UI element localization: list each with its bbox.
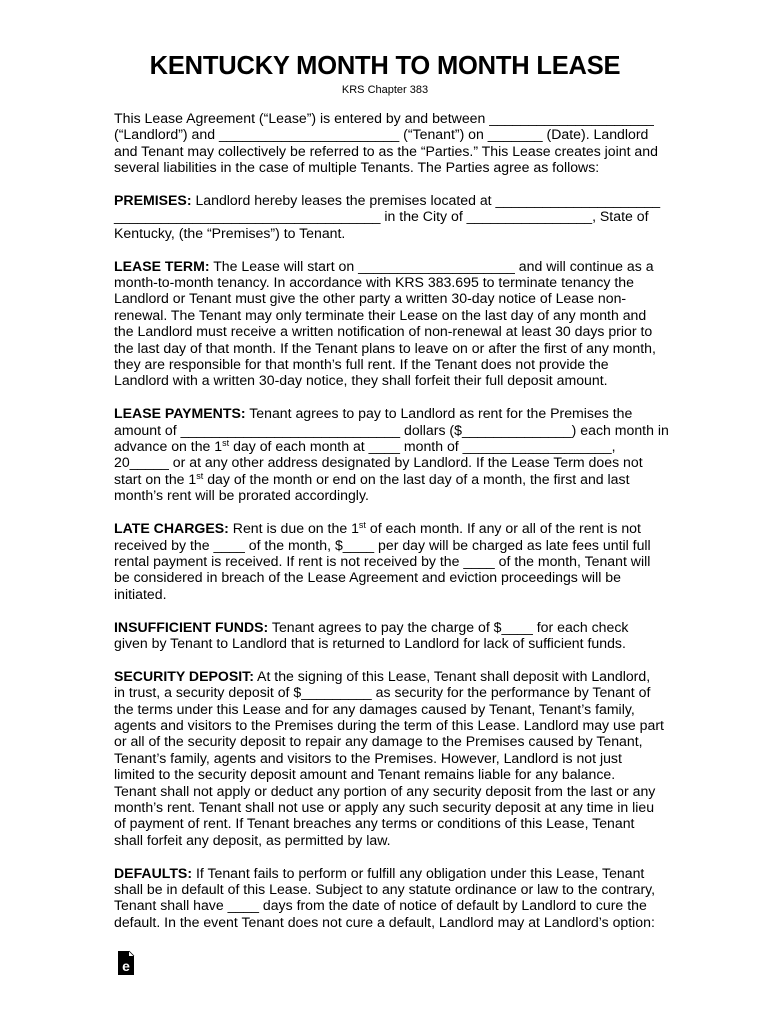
security-deposit-line: month’s rent. Tenant shall not use or apply any such security deposit at any time in lieu xyxy=(114,798,655,815)
premises-first-line xyxy=(114,192,664,208)
lease-payments-text: Tenant agrees to pay to Landlord as rent for the Premises the xyxy=(245,405,633,422)
document-subtitle: KRS Chapter 383 xyxy=(341,84,429,96)
late-charges-line: received by the ____ of the month, $____ per day will be charged as late fees until full xyxy=(114,536,651,553)
lease-payments-line xyxy=(114,471,664,487)
defaults-line: shall be in default of this Lease. Subject to any statute ordinance or law to the contrary, xyxy=(114,880,656,897)
defaults-text: If Tenant fails to perform or fulfill any obligation under this Lease, Tenant xyxy=(192,864,645,881)
lease-term-line: the last day of that month. If the Tenant plans to leave on or after the first of any month, xyxy=(114,339,656,356)
intro-line: and Tenant may collectively be referred to as the “Parties.” This Lease creates joint and xyxy=(114,142,658,159)
late-charges-section xyxy=(114,520,664,602)
ordinal-suffix: st xyxy=(196,470,204,481)
premises-heading: PREMISES: xyxy=(114,192,192,209)
lease-term-first-line xyxy=(114,258,664,274)
ordinal-suffix: st xyxy=(222,438,230,449)
lease-term-line: Landlord with a written 30-day notice, they shall forfeit their full deposit amount. xyxy=(114,372,608,389)
premises-line: Landlord hereby leases the premises located at _____________________ xyxy=(191,192,661,209)
lease-payments-line: month’s rent will be prorated accordingly. xyxy=(114,487,369,504)
late-charges-heading: LATE CHARGES: xyxy=(114,520,229,537)
lease-term-line: renewal. The Tenant may only terminate their Lease on the last day of any month and xyxy=(114,306,647,323)
security-deposit-section xyxy=(114,668,664,848)
security-deposit-first-line xyxy=(114,668,664,684)
lease-term-section xyxy=(114,258,664,389)
insufficient-funds-text: Tenant agrees to pay the charge of $____ for each check xyxy=(268,618,629,635)
lease-payments-line: 20_____ or at any other address designated by Landlord. If the Lease Term does not xyxy=(114,454,643,471)
security-deposit-heading: SECURITY DEPOSIT: xyxy=(114,667,254,684)
late-charges-line: rental payment is received. If rent is not received by the ____ of the month, Tenant will xyxy=(114,552,651,569)
lease-payments-line: amount of ____________________________ dollars ($______________) each month in xyxy=(114,421,669,438)
insufficient-funds-section xyxy=(114,619,664,652)
late-charges-line: initiated. xyxy=(114,585,167,602)
security-deposit-text: At the signing of this Lease, Tenant shall deposit with Landlord, xyxy=(253,667,651,684)
document-body xyxy=(114,110,669,947)
svg-text:e: e xyxy=(122,958,130,974)
defaults-first-line xyxy=(114,865,664,881)
lease-term-line: The Lease will start on ____________________ and will continue as a xyxy=(209,257,654,274)
security-deposit-line: the terms under this Lease and for any damages caused by Tenant, Tenant’s family, xyxy=(114,700,635,717)
security-deposit-line: in trust, a security deposit of $_________ as security for the performance by Tenant of xyxy=(114,684,651,701)
defaults-line: Tenant shall have ____ days from the date of notice of default by Landlord to cure the xyxy=(114,897,647,914)
late-charges-first-line xyxy=(114,520,664,536)
premises-section xyxy=(114,192,664,241)
late-charges-line: be considered in breach of the Lease Agreement and eviction proceedings will be xyxy=(114,569,621,586)
premises-line: Kentucky, (the “Premises”) to Tenant. xyxy=(114,224,346,241)
lease-payments-text: day of the month or end on the last day of a month, the first and last xyxy=(203,470,630,487)
late-charges-text: of each month. If any or all of the rent is not xyxy=(365,520,641,537)
insufficient-funds-heading: INSUFFICIENT FUNDS: xyxy=(114,618,269,635)
defaults-line: default. In the event Tenant does not cure a default, Landlord may at Landlord’s option: xyxy=(114,913,655,930)
lease-term-line: they are responsible for that month’s full rent. If the Tenant does not provide the xyxy=(114,356,609,373)
document-title: KENTUCKY MONTH TO MONTH LEASE xyxy=(149,52,621,80)
lease-payments-first-line xyxy=(114,405,664,421)
defaults-heading: DEFAULTS: xyxy=(114,864,193,881)
security-deposit-line: or all of the security deposit to repair any damage to the Premises caused by Tenant, xyxy=(114,733,643,750)
defaults-section xyxy=(114,865,664,931)
intro-paragraph xyxy=(114,110,664,176)
lease-payments-text: advance on the 1 xyxy=(114,438,223,455)
lease-term-line: month-to-month tenancy. In accordance with KRS 383.695 to terminate tenancy the xyxy=(114,274,634,291)
security-deposit-line: agents and visitors to the Premises during the term of this Lease. Landlord may use part xyxy=(114,716,664,733)
late-charges-text: Rent is due on the 1 xyxy=(228,520,359,537)
lease-payments-heading: LEASE PAYMENTS: xyxy=(114,405,246,422)
lease-payments-line xyxy=(114,438,664,454)
intro-line: This Lease Agreement (“Lease”) is entered by and between _____________________ xyxy=(114,110,654,126)
lease-term-line: Landlord or Tenant must give the other party a written 30-day notice of Lease non- xyxy=(114,290,627,307)
lease-payments-text: day of each month at ____ month of ___________________, xyxy=(229,438,616,455)
security-deposit-line: Tenant’s family, agents and visitors to the Premises. However, Landlord is not just xyxy=(114,749,622,766)
ordinal-suffix: st xyxy=(358,520,366,531)
security-deposit-line: limited to the security deposit amount and Tenant remains liable for any balance. xyxy=(114,766,616,783)
eforms-logo-icon xyxy=(116,950,136,976)
intro-line: several liabilities in the case of multiple Tenants. The Parties agree as follows: xyxy=(114,159,600,176)
insufficient-funds-line: given by Tenant to Landlord that is returned to Landlord for lack of sufficient funds. xyxy=(114,634,626,651)
security-deposit-line: of payment of rent. If Tenant breaches any terms or conditions of this Lease, Tenant xyxy=(114,815,635,832)
security-deposit-line: Tenant shall not apply or deduct any portion of any security deposit from the last or any xyxy=(114,782,656,799)
intro-line: (“Landlord”) and _______________________ (“Tenant”) on _______ (Date). Landlord xyxy=(114,126,649,143)
security-deposit-line: shall forfeit any deposit, as permitted by law. xyxy=(114,831,391,848)
insufficient-funds-first-line xyxy=(114,619,664,635)
lease-payments-section xyxy=(114,405,669,504)
lease-payments-text: start on the 1 xyxy=(114,470,197,487)
lease-term-line: the Landlord must receive a written notification of non-renewal at least 30 days prior to xyxy=(114,323,653,340)
lease-term-heading: LEASE TERM: xyxy=(114,257,210,274)
premises-line: __________________________________ in the City of ________________, State of xyxy=(114,208,649,225)
